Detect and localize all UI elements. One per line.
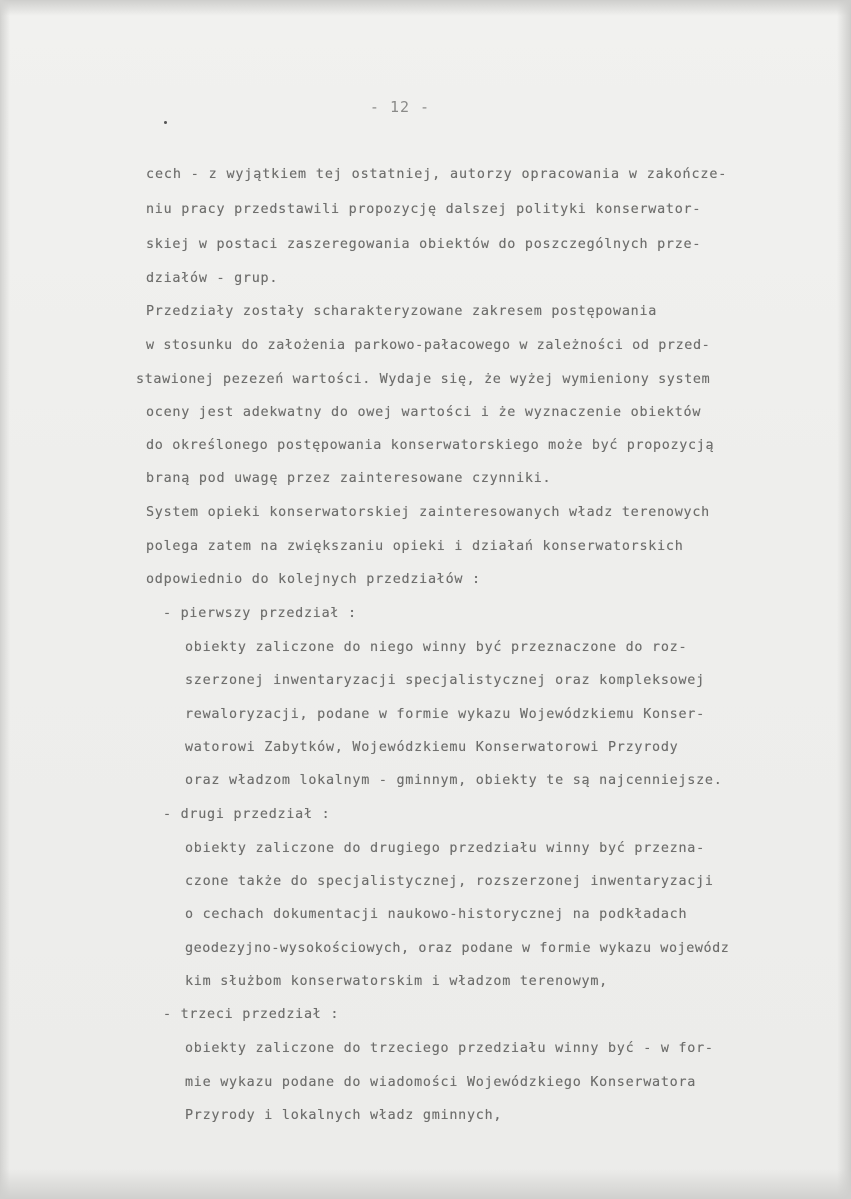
text-line: geodezyjno-wysokościowych, oraz podane w formie wykazu wojewódz	[185, 941, 730, 956]
text-line: działów - grup.	[146, 271, 279, 286]
margin-mark	[164, 121, 167, 124]
text-line: do określonego postępowania konserwatorskiego może być propozycją	[146, 438, 715, 453]
text-line: System opieki konserwatorskiej zainteresowanych władz terenowych	[146, 505, 710, 520]
scan-edge-bottom	[0, 1169, 851, 1199]
text-line: cech - z wyjątkiem tej ostatniej, autorzy opracowania w zakończe-	[146, 167, 728, 182]
text-line: rewaloryzacji, podane w formie wykazu Wojewódzkiemu Konser-	[185, 707, 705, 722]
text-line: stawionej pezezeń wartości. Wydaje się, że wyżej wymieniony system	[136, 372, 711, 387]
text-line: braną pod uwagę przez zainteresowane czynniki.	[146, 471, 552, 486]
text-line: obiekty zaliczone do drugiego przedziału winny być przezna-	[185, 841, 705, 856]
scan-edge-top	[0, 0, 851, 16]
text-line: kim służbom konserwatorskim i władzom terenowym,	[185, 974, 608, 989]
page-number: - 12 -	[369, 98, 431, 116]
list-item-heading: - pierwszy przedział :	[163, 606, 357, 621]
text-line: szerzonej inwentaryzacji specjalistycznej oraz kompleksowej	[185, 673, 705, 688]
text-line: Przyrody i lokalnych władz gminnych,	[185, 1108, 503, 1123]
list-item-heading: - drugi przedział :	[163, 807, 331, 822]
text-line: czone także do specjalistycznej, rozszerzonej inwentaryzacji	[185, 874, 714, 889]
text-line: Przedziały zostały scharakteryzowane zakresem postępowania	[146, 304, 658, 319]
text-line: o cechach dokumentacji naukowo-historycznej na podkładach	[185, 907, 688, 922]
scan-edge-right	[837, 0, 851, 1199]
text-line: oraz władzom lokalnym - gminnym, obiekty te są najcenniejsze.	[185, 773, 723, 788]
text-line: polega zatem na zwiększaniu opieki i działań konserwatorskich	[146, 539, 684, 554]
text-line: oceny jest adekwatny do owej wartości i że wyznaczenie obiektów	[146, 405, 702, 420]
text-line: obiekty zaliczone do trzeciego przedziału winny być - w for-	[185, 1041, 714, 1056]
text-line: w stosunku do założenia parkowo-pałacowego w zależności od przed-	[146, 338, 711, 353]
text-line: odpowiednio do kolejnych przedziałów :	[146, 572, 481, 587]
text-line: obiekty zaliczone do niego winny być przeznaczone do roz-	[185, 640, 688, 655]
text-line: watorowi Zabytków, Wojewódzkiemu Konserwatorowi Przyrody	[185, 740, 679, 755]
text-line: skiej w postaci zaszeregowania obiektów do poszczególnych prze-	[146, 237, 702, 252]
scan-edge-left	[0, 0, 10, 1199]
text-line: mie wykazu podane do wiadomości Wojewódzkiego Konserwatora	[185, 1075, 697, 1090]
list-item-heading: - trzeci przedział :	[163, 1007, 340, 1022]
text-line: niu pracy przedstawili propozycję dalszej polityki konserwator-	[146, 202, 702, 217]
